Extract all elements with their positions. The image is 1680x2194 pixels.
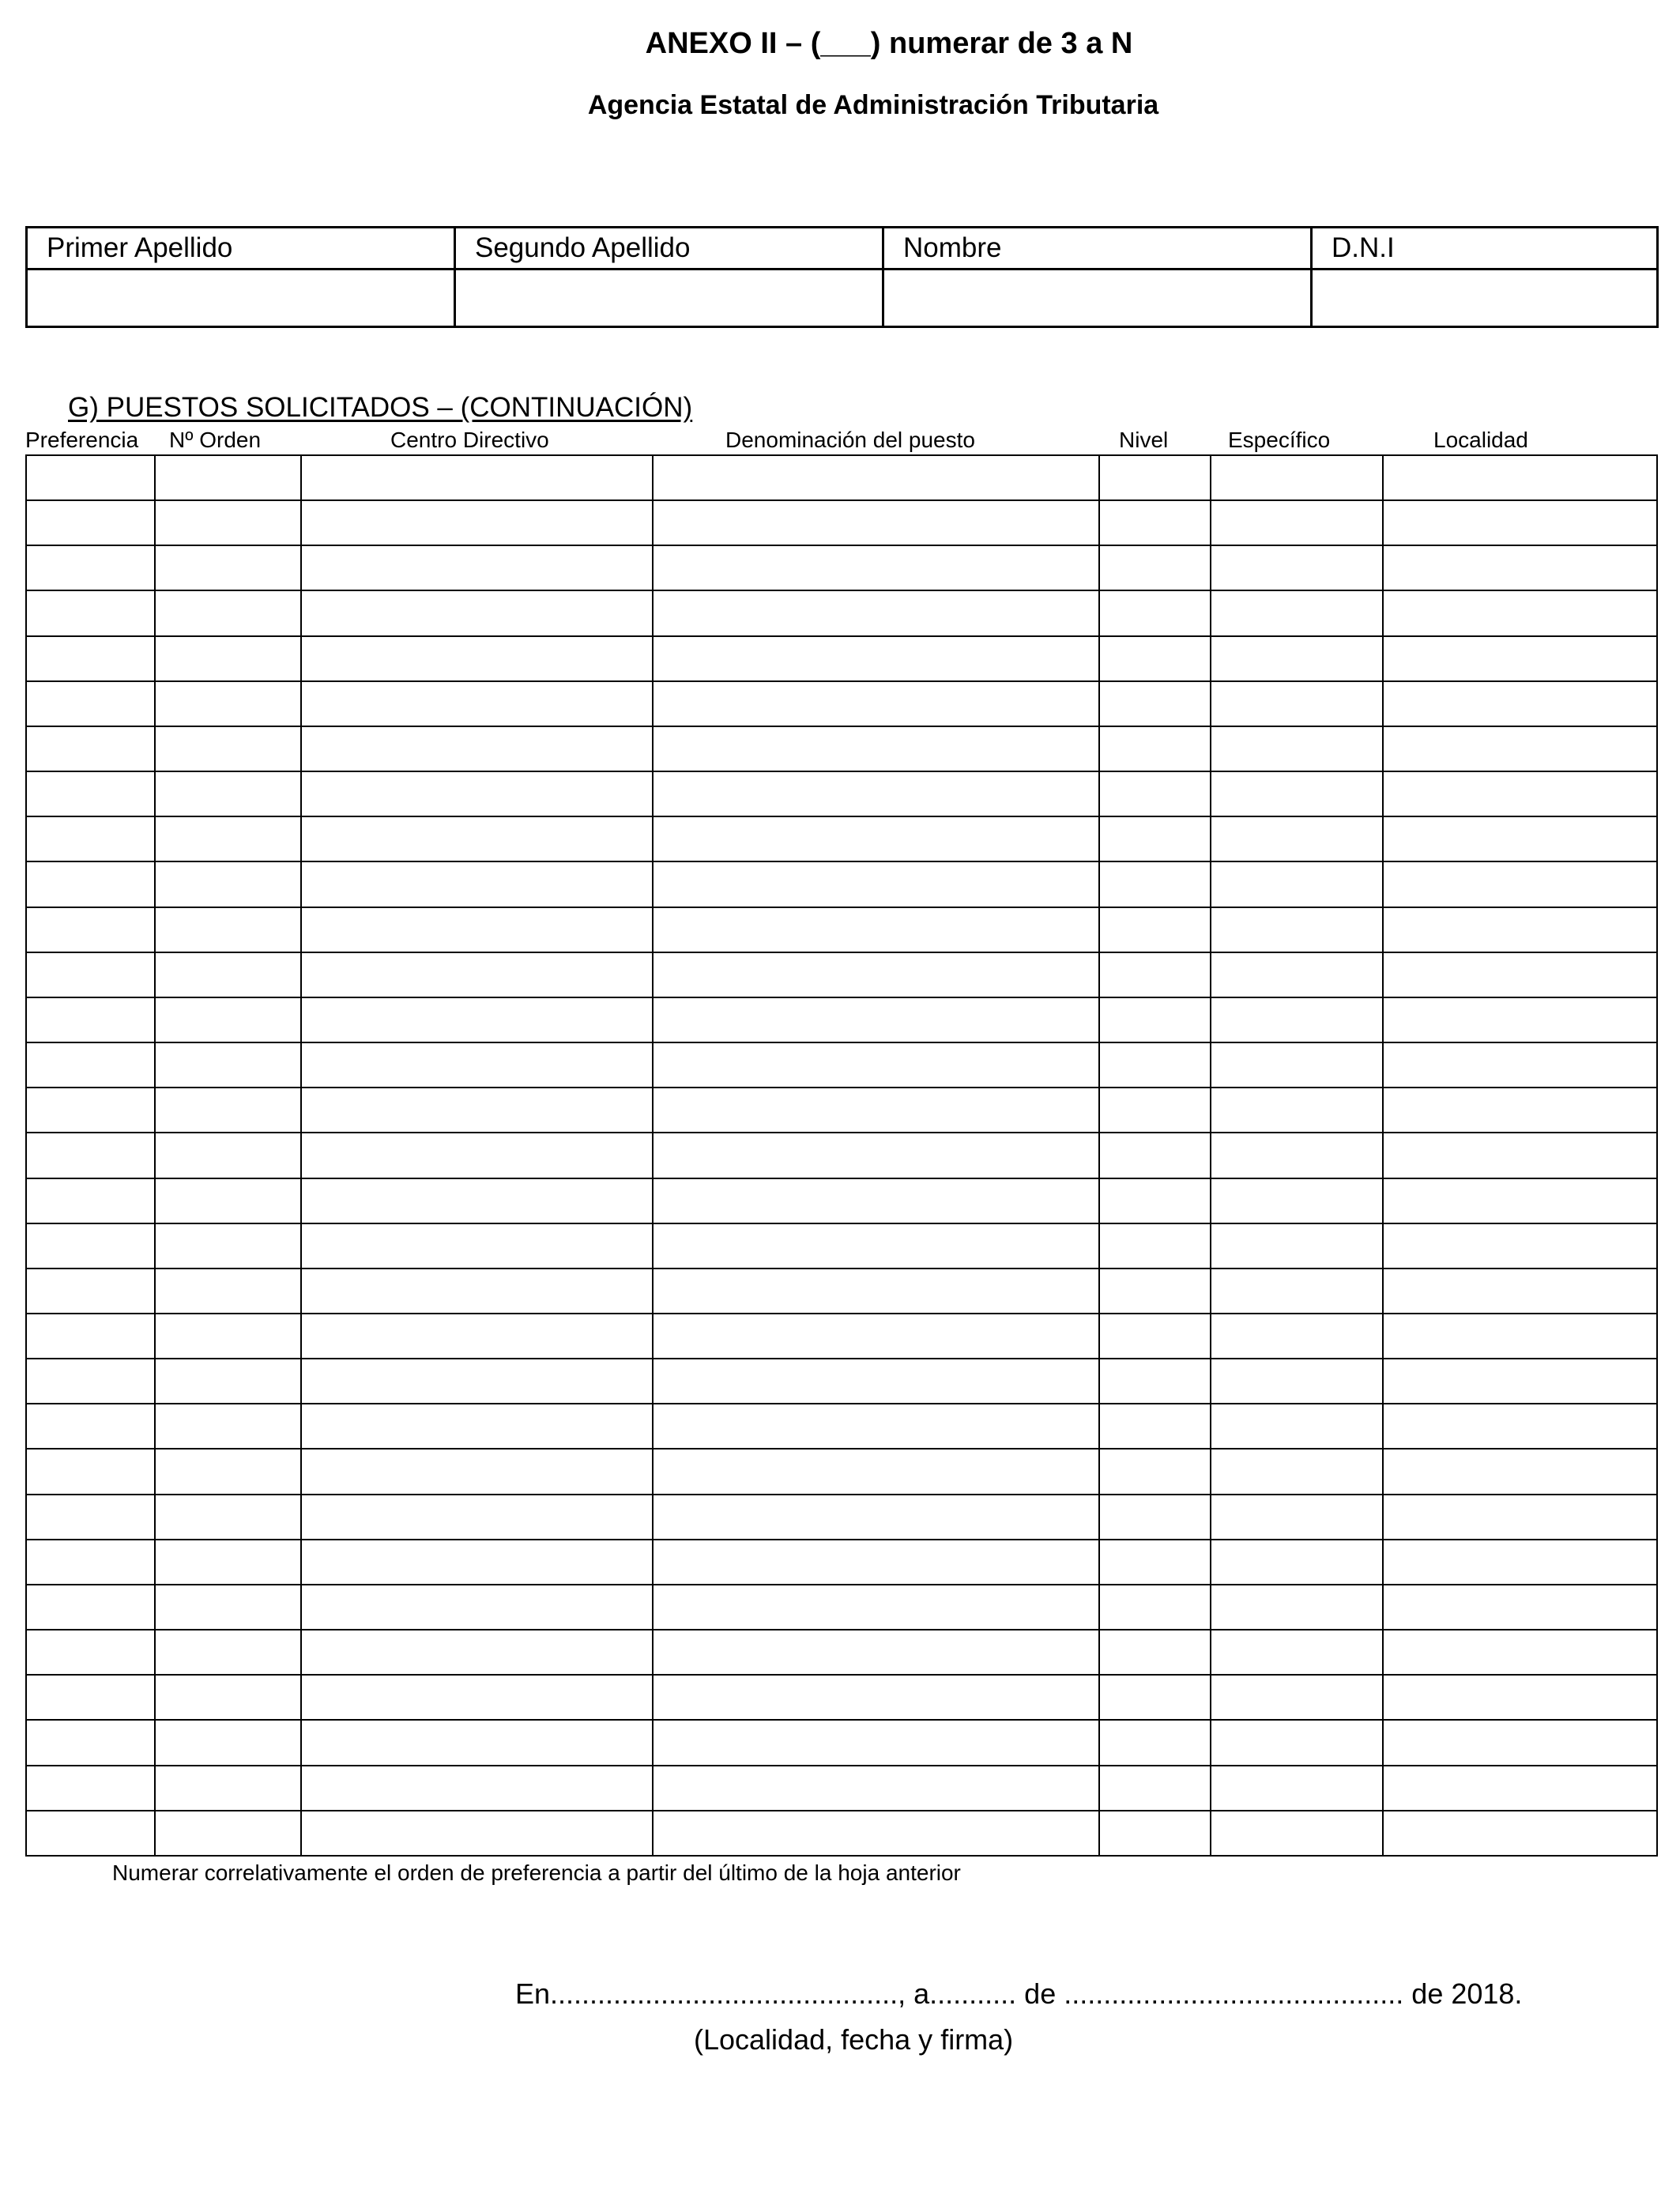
preferencia-cell[interactable] [26,1720,155,1765]
identification-table [25,226,1659,328]
table-row [26,726,1657,771]
nivel-cell[interactable] [1099,590,1211,635]
preferencia-cell[interactable] [26,1314,155,1359]
preferencia-cell[interactable] [26,771,155,816]
nivel-cell[interactable] [1099,500,1211,545]
nivel-cell[interactable] [1099,1178,1211,1223]
n-orden-cell[interactable] [155,1720,301,1765]
n-orden-cell[interactable] [155,997,301,1042]
centro-directivo-cell[interactable] [301,455,653,500]
signature-line: En............................................, a........... de ........................................... de 2018. [515,1977,1523,2010]
nivel-cell[interactable] [1099,997,1211,1042]
localidad-cell[interactable] [1383,636,1657,681]
n-orden-cell[interactable] [155,907,301,952]
especifico-cell[interactable] [1211,455,1383,500]
preferencia-cell[interactable] [26,1088,155,1133]
nivel-cell[interactable] [1099,1630,1211,1675]
especifico-cell[interactable] [1211,1314,1383,1359]
localidad-cell[interactable] [1383,861,1657,907]
denominacion-cell[interactable] [653,1178,1099,1223]
especifico-cell[interactable] [1211,1178,1383,1223]
centro-directivo-cell[interactable] [301,816,653,861]
centro-directivo-cell[interactable] [301,500,653,545]
denominacion-cell[interactable] [653,726,1099,771]
table-row [26,1178,1657,1223]
denominacion-cell[interactable] [653,681,1099,726]
localidad-cell[interactable] [1383,1359,1657,1404]
localidad-cell[interactable] [1383,1675,1657,1720]
preferencia-cell[interactable] [26,1404,155,1449]
localidad-cell[interactable] [1383,1720,1657,1765]
centro-directivo-cell[interactable] [301,1585,653,1630]
denominacion-cell[interactable] [653,1223,1099,1269]
especifico-cell[interactable] [1211,861,1383,907]
denominacion-cell[interactable] [653,590,1099,635]
centro-directivo-cell[interactable] [301,1314,653,1359]
table-row [26,1359,1657,1404]
nivel-cell[interactable] [1099,545,1211,590]
nivel-cell[interactable] [1099,1675,1211,1720]
localidad-cell[interactable] [1383,771,1657,816]
nivel-cell[interactable] [1099,1404,1211,1449]
especifico-cell[interactable] [1211,1269,1383,1314]
preferencia-cell[interactable] [26,1675,155,1720]
centro-directivo-cell[interactable] [301,1675,653,1720]
nivel-cell[interactable] [1099,952,1211,997]
localidad-cell[interactable] [1383,1088,1657,1133]
n-orden-cell[interactable] [155,952,301,997]
nivel-cell[interactable] [1099,636,1211,681]
table-row [26,816,1657,861]
positions-table [25,454,1658,1857]
n-orden-cell[interactable] [155,1449,301,1494]
preferencia-cell[interactable] [26,1449,155,1494]
table-row [26,590,1657,635]
denominacion-cell[interactable] [653,1404,1099,1449]
n-orden-cell[interactable] [155,1133,301,1178]
table-row [26,1042,1657,1088]
preferencia-cell[interactable] [26,816,155,861]
localidad-cell[interactable] [1383,1766,1657,1811]
localidad-cell[interactable] [1383,681,1657,726]
table-row [26,1630,1657,1675]
table-row [26,636,1657,681]
denominacion-cell[interactable] [653,1314,1099,1359]
localidad-cell[interactable] [1383,1269,1657,1314]
centro-directivo-cell[interactable] [301,907,653,952]
denominacion-cell[interactable] [653,636,1099,681]
preferencia-cell[interactable] [26,1495,155,1540]
n-orden-cell[interactable] [155,1223,301,1269]
n-orden-cell[interactable] [155,500,301,545]
localidad-cell[interactable] [1383,590,1657,635]
table-row [26,1404,1657,1449]
especifico-cell[interactable] [1211,1495,1383,1540]
dni-field[interactable] [1312,270,1658,327]
nivel-cell[interactable] [1099,861,1211,907]
denominacion-cell[interactable] [653,1495,1099,1540]
centro-directivo-cell[interactable] [301,545,653,590]
especifico-cell[interactable] [1211,1088,1383,1133]
centro-directivo-cell[interactable] [301,1766,653,1811]
table-row [26,1314,1657,1359]
preferencia-cell[interactable] [26,545,155,590]
nivel-cell[interactable] [1099,1133,1211,1178]
localidad-cell[interactable] [1383,500,1657,545]
denominacion-cell[interactable] [653,1359,1099,1404]
table-row [26,952,1657,997]
preferencia-cell[interactable] [26,1133,155,1178]
preferencia-cell[interactable] [26,1630,155,1675]
denominacion-cell[interactable] [653,861,1099,907]
centro-directivo-cell[interactable] [301,1720,653,1765]
especifico-cell[interactable] [1211,1223,1383,1269]
preferencia-cell[interactable] [26,1585,155,1630]
localidad-cell[interactable] [1383,1540,1657,1585]
centro-directivo-cell[interactable] [301,1223,653,1269]
column-header-n-orden: Nº Orden [169,428,262,452]
nivel-cell[interactable] [1099,1223,1211,1269]
centro-directivo-cell[interactable] [301,1630,653,1675]
n-orden-cell[interactable] [155,726,301,771]
localidad-cell[interactable] [1383,1585,1657,1630]
n-orden-cell[interactable] [155,1314,301,1359]
centro-directivo-cell[interactable] [301,1133,653,1178]
n-orden-cell[interactable] [155,1811,301,1856]
denominacion-cell[interactable] [653,1449,1099,1494]
table-row [26,771,1657,816]
especifico-cell[interactable] [1211,771,1383,816]
n-orden-cell[interactable] [155,545,301,590]
column-header-localidad: Localidad [1433,428,1528,452]
especifico-cell[interactable] [1211,1585,1383,1630]
table-row [26,500,1657,545]
nivel-cell[interactable] [1099,771,1211,816]
localidad-cell[interactable] [1383,455,1657,500]
preferencia-cell[interactable] [26,455,155,500]
centro-directivo-cell[interactable] [301,636,653,681]
nivel-cell[interactable] [1099,455,1211,500]
n-orden-cell[interactable] [155,1540,301,1585]
denominacion-cell[interactable] [653,952,1099,997]
localidad-cell[interactable] [1383,907,1657,952]
second-surname-field[interactable] [455,270,883,327]
preferencia-cell[interactable] [26,500,155,545]
denominacion-cell[interactable] [653,1269,1099,1314]
nivel-cell[interactable] [1099,1585,1211,1630]
nivel-cell[interactable] [1099,816,1211,861]
localidad-cell[interactable] [1383,997,1657,1042]
centro-directivo-cell[interactable] [301,1540,653,1585]
especifico-cell[interactable] [1211,1540,1383,1585]
localidad-cell[interactable] [1383,952,1657,997]
preferencia-cell[interactable] [26,997,155,1042]
centro-directivo-cell[interactable] [301,1359,653,1404]
centro-directivo-cell[interactable] [301,726,653,771]
especifico-cell[interactable] [1211,1811,1383,1856]
preferencia-cell[interactable] [26,681,155,726]
localidad-cell[interactable] [1383,1133,1657,1178]
localidad-cell[interactable] [1383,545,1657,590]
preferencia-cell[interactable] [26,907,155,952]
especifico-cell[interactable] [1211,726,1383,771]
localidad-cell[interactable] [1383,1404,1657,1449]
centro-directivo-cell[interactable] [301,1404,653,1449]
nivel-cell[interactable] [1099,1766,1211,1811]
table-row [26,455,1657,500]
localidad-cell[interactable] [1383,1811,1657,1856]
numbering-note: Numerar correlativamente el orden de preferencia a partir del último de la hoja anterior [112,1860,961,1885]
nivel-cell[interactable] [1099,1449,1211,1494]
name-field[interactable] [883,270,1312,327]
agency-name: Agencia Estatal de Administración Tributaria [587,90,1159,120]
section-title: G) PUESTOS SOLICITADOS – (CONTINUACIÓN) [68,392,693,423]
n-orden-cell[interactable] [155,1042,301,1088]
n-orden-cell[interactable] [155,1585,301,1630]
n-orden-cell[interactable] [155,1088,301,1133]
especifico-cell[interactable] [1211,636,1383,681]
centro-directivo-cell[interactable] [301,1811,653,1856]
column-header-preferencia: Preferencia [25,428,139,452]
especifico-cell[interactable] [1211,1675,1383,1720]
dni-label: D.N.I [1312,228,1658,270]
denominacion-cell[interactable] [653,907,1099,952]
localidad-cell[interactable] [1383,1223,1657,1269]
especifico-cell[interactable] [1211,1720,1383,1765]
centro-directivo-cell[interactable] [301,1269,653,1314]
nivel-cell[interactable] [1099,1495,1211,1540]
n-orden-cell[interactable] [155,1178,301,1223]
especifico-cell[interactable] [1211,1042,1383,1088]
document-title: ANEXO II – (___) numerar de 3 a N [645,27,1133,60]
localidad-cell[interactable] [1383,1314,1657,1359]
nivel-cell[interactable] [1099,1720,1211,1765]
table-row [26,1088,1657,1133]
column-header-especifico: Específico [1228,428,1331,452]
preferencia-cell[interactable] [26,590,155,635]
especifico-cell[interactable] [1211,1630,1383,1675]
preferencia-cell[interactable] [26,726,155,771]
localidad-cell[interactable] [1383,1495,1657,1540]
especifico-cell[interactable] [1211,500,1383,545]
nivel-cell[interactable] [1099,1314,1211,1359]
denominacion-cell[interactable] [653,1766,1099,1811]
especifico-cell[interactable] [1211,1766,1383,1811]
nivel-cell[interactable] [1099,1269,1211,1314]
n-orden-cell[interactable] [155,771,301,816]
table-row [26,1766,1657,1811]
especifico-cell[interactable] [1211,1359,1383,1404]
name-label: Nombre [883,228,1312,270]
centro-directivo-cell[interactable] [301,1088,653,1133]
table-row [26,1585,1657,1630]
denominacion-cell[interactable] [653,816,1099,861]
localidad-cell[interactable] [1383,1630,1657,1675]
centro-directivo-cell[interactable] [301,1449,653,1494]
preferencia-cell[interactable] [26,1359,155,1404]
denominacion-cell[interactable] [653,545,1099,590]
second-surname-label: Segundo Apellido [455,228,883,270]
especifico-cell[interactable] [1211,590,1383,635]
especifico-cell[interactable] [1211,681,1383,726]
nivel-cell[interactable] [1099,1359,1211,1404]
table-row [26,1223,1657,1269]
preferencia-cell[interactable] [26,861,155,907]
table-row [26,681,1657,726]
table-row [26,1449,1657,1494]
column-header-denominacion: Denominación del puesto [725,428,975,452]
n-orden-cell[interactable] [155,1269,301,1314]
centro-directivo-cell[interactable] [301,681,653,726]
denominacion-cell[interactable] [653,1811,1099,1856]
preferencia-cell[interactable] [26,1811,155,1856]
nivel-cell[interactable] [1099,726,1211,771]
centro-directivo-cell[interactable] [301,997,653,1042]
centro-directivo-cell[interactable] [301,1178,653,1223]
table-row [26,1540,1657,1585]
table-row [26,1811,1657,1856]
denominacion-cell[interactable] [653,997,1099,1042]
preferencia-cell[interactable] [26,1223,155,1269]
localidad-cell[interactable] [1383,816,1657,861]
especifico-cell[interactable] [1211,1449,1383,1494]
n-orden-cell[interactable] [155,1404,301,1449]
table-row [26,1133,1657,1178]
denominacion-cell[interactable] [653,500,1099,545]
localidad-cell[interactable] [1383,1042,1657,1088]
table-row [26,861,1657,907]
first-surname-label: Primer Apellido [27,228,455,270]
nivel-cell[interactable] [1099,1088,1211,1133]
table-row [26,997,1657,1042]
denominacion-cell[interactable] [653,1540,1099,1585]
n-orden-cell[interactable] [155,816,301,861]
first-surname-field[interactable] [27,270,455,327]
centro-directivo-cell[interactable] [301,952,653,997]
preferencia-cell[interactable] [26,1766,155,1811]
n-orden-cell[interactable] [155,1495,301,1540]
n-orden-cell[interactable] [155,1630,301,1675]
denominacion-cell[interactable] [653,1042,1099,1088]
denominacion-cell[interactable] [653,1585,1099,1630]
preferencia-cell[interactable] [26,1540,155,1585]
column-header-centro-directivo: Centro Directivo [390,428,549,452]
especifico-cell[interactable] [1211,907,1383,952]
centro-directivo-cell[interactable] [301,771,653,816]
signature-caption: (Localidad, fecha y firma) [694,2023,1014,2056]
table-row [26,907,1657,952]
nivel-cell[interactable] [1099,1540,1211,1585]
denominacion-cell[interactable] [653,1675,1099,1720]
localidad-cell[interactable] [1383,726,1657,771]
especifico-cell[interactable] [1211,545,1383,590]
preferencia-cell[interactable] [26,1178,155,1223]
preferencia-cell[interactable] [26,1042,155,1088]
centro-directivo-cell[interactable] [301,1042,653,1088]
nivel-cell[interactable] [1099,1811,1211,1856]
n-orden-cell[interactable] [155,1766,301,1811]
table-row [26,1495,1657,1540]
localidad-cell[interactable] [1383,1449,1657,1494]
n-orden-cell[interactable] [155,590,301,635]
preferencia-cell[interactable] [26,1269,155,1314]
denominacion-cell[interactable] [653,455,1099,500]
denominacion-cell[interactable] [653,1133,1099,1178]
table-row [26,545,1657,590]
n-orden-cell[interactable] [155,636,301,681]
table-row [26,1720,1657,1765]
preferencia-cell[interactable] [26,636,155,681]
column-header-nivel: Nivel [1119,428,1169,452]
localidad-cell[interactable] [1383,1178,1657,1223]
denominacion-cell[interactable] [653,771,1099,816]
table-row [26,1675,1657,1720]
especifico-cell[interactable] [1211,1404,1383,1449]
denominacion-cell[interactable] [653,1630,1099,1675]
nivel-cell[interactable] [1099,1042,1211,1088]
n-orden-cell[interactable] [155,1675,301,1720]
nivel-cell[interactable] [1099,907,1211,952]
centro-directivo-cell[interactable] [301,1495,653,1540]
denominacion-cell[interactable] [653,1088,1099,1133]
preferencia-cell[interactable] [26,952,155,997]
especifico-cell[interactable] [1211,816,1383,861]
nivel-cell[interactable] [1099,681,1211,726]
n-orden-cell[interactable] [155,861,301,907]
centro-directivo-cell[interactable] [301,861,653,907]
especifico-cell[interactable] [1211,952,1383,997]
n-orden-cell[interactable] [155,681,301,726]
n-orden-cell[interactable] [155,455,301,500]
centro-directivo-cell[interactable] [301,590,653,635]
table-row [26,1269,1657,1314]
especifico-cell[interactable] [1211,997,1383,1042]
n-orden-cell[interactable] [155,1359,301,1404]
especifico-cell[interactable] [1211,1133,1383,1178]
denominacion-cell[interactable] [653,1720,1099,1765]
